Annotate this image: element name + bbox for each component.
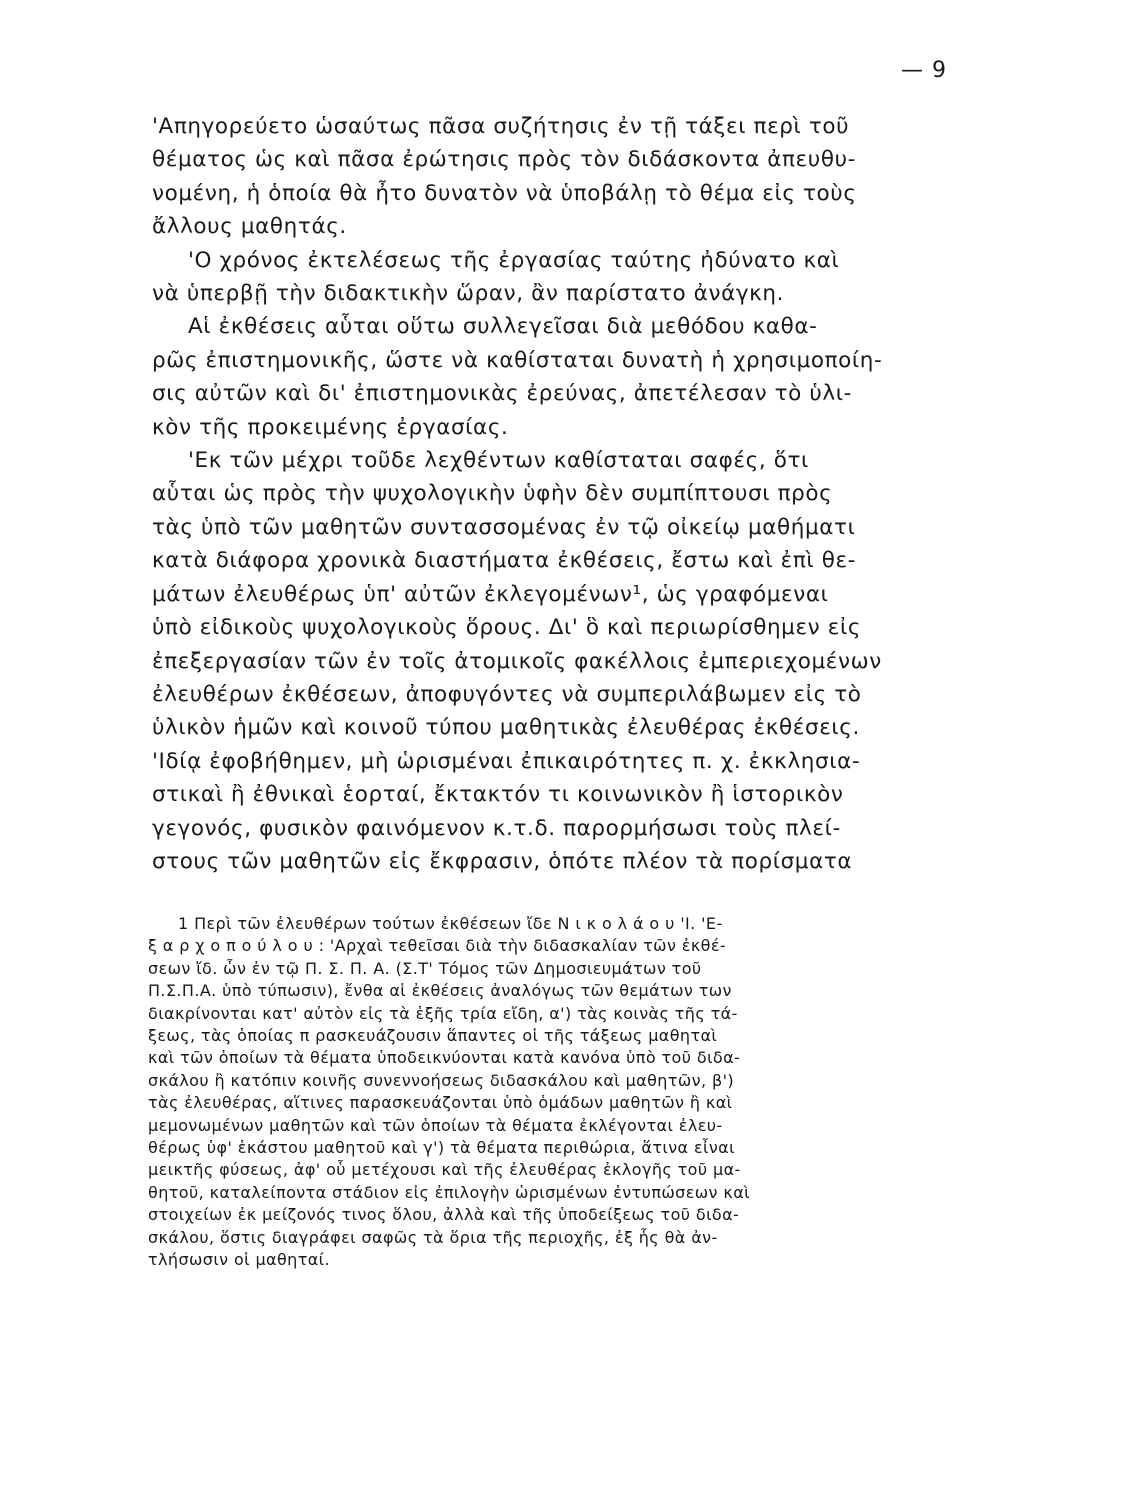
footnote-line: θέρως ὑφ' ἑκάστου μαθητοῦ καὶ γ') τὰ θέματα περιθώρια, ἅτινα εἶναι: [148, 1138, 735, 1158]
footnote-line: 1 Περὶ τῶν ἐλευθέρων τούτων ἐκθέσεων ἴδε Ν ι κ ο λ ά ο υ 'Ι. 'Ε-: [178, 914, 723, 933]
footnote-block: [148, 913, 938, 1272]
footnote-line: Π.Σ.Π.Α. ὑπὸ τύπωσιν), ἔνθα αἱ ἐκθέσεις ἀναλόγως τῶν θεμάτων των: [148, 981, 732, 1001]
footnote-line: καὶ τῶν ὁποίων τὰ θέματα ὑποδεικνύονται κατὰ κανόνα ὑπὸ τοῦ διδα-: [148, 1048, 741, 1068]
footnote-line: ξ α ρ χ ο π ο ύ λ ο υ : 'Αρχαὶ τεθεῖσαι διὰ τὴν διδασκαλίαν τῶν ἐκθέ-: [148, 936, 727, 956]
footnote-line: θητοῦ, καταλείποντα στάδιον εἰς ἐπιλογὴν ὡρισμένων ἐντυπώσεων καὶ: [148, 1182, 750, 1202]
text-line: Αἱ ἐκθέσεις αὗται οὕτω συλλεγεῖσαι διὰ μεθόδου καθα-: [188, 314, 818, 340]
text-line: ἐπεξεργασίαν τῶν ἐν τοῖς ἀτομικοῖς φακέλλοις ἐμπεριεχομένων: [152, 648, 882, 674]
footnote-line: μεικτῆς φύσεως, ἀφ' οὗ μετέχουσι καὶ τῆς ἐλευθέρας ἐκλογῆς τοῦ μα-: [148, 1160, 741, 1180]
footnote-line: ξεως, τὰς ὁποίας π ρασκευάζουσιν ἅπαντες οἱ τῆς τάξεως μαθηταὶ: [148, 1026, 718, 1046]
footnote-line: μεμονωμένων μαθητῶν καὶ τῶν ὁποίων τὰ θέματα ἐκλέγονται ἐλευ-: [148, 1115, 723, 1135]
page-number: — 9: [901, 58, 947, 83]
text-line: θέματος ὡς καὶ πᾶσα ἐρώτησις πρὸς τὸν διδάσκοντα ἀπευθυ-: [152, 147, 856, 173]
footnote-line: σκάλου, ὅστις διαγράφει σαφῶς τὰ ὅρια τῆς περιοχῆς, ἐξ ἧς θὰ ἀν-: [148, 1227, 718, 1247]
text-line: 'Ο χρόνος ἐκτελέσεως τῆς ἐργασίας ταύτης ἠδύνατο καὶ: [188, 247, 840, 273]
text-line: μάτων ἐλευθέρως ὑπ' αὐτῶν ἐκλεγομένων¹, ὡς γραφόμεναι: [152, 581, 829, 607]
text-line: ὑλικὸν ἡμῶν καὶ κοινοῦ τύπου μαθητικὰς ἐλευθέρας ἐκθέσεις.: [152, 715, 860, 741]
text-line: ἐλευθέρων ἐκθέσεων, ἀποφυγόντες νὰ συμπεριλάβωμεν εἰς τὸ: [152, 681, 862, 707]
text-line: νὰ ὑπερβῇ τὴν διδακτικὴν ὥραν, ἂν παρίστατο ἀνάγκη.: [152, 281, 785, 307]
footnote-line: σεων ἴδ. ὧν ἐν τῷ Π. Σ. Π. Α. (Σ.Τ' Τόμος τῶν Δημοσιευμάτων τοῦ: [148, 958, 702, 978]
text-line: ὑπὸ εἰδικοὺς ψυχολογικοὺς ὅρους. Δι' ὃ καὶ περιωρίσθημεν εἰς: [152, 615, 862, 641]
text-line: ρῶς ἐπιστημονικῆς, ὥστε νὰ καθίσταται δυνατὴ ἡ χρησιμοποίη-: [152, 347, 883, 373]
text-line: στικαὶ ἢ ἐθνικαὶ ἑορταί, ἔκτακτόν τι κοινωνικὸν ἢ ἱστορικὸν: [152, 782, 844, 808]
footnote-line: τὰς ἐλευθέρας, αἵτινες παρασκευάζονται ὑπὸ ὁμάδων μαθητῶν ἢ καὶ: [148, 1093, 733, 1113]
text-line: στους τῶν μαθητῶν εἰς ἔκφρασιν, ὁπότε πλέον τὰ πορίσματα: [152, 848, 853, 874]
footnote-line: διακρίνονται κατ' αὐτὸν εἰς τὰ ἑξῆς τρία εἴδη, α') τὰς κοινὰς τῆς τά-: [148, 1003, 738, 1023]
text-line: 'Εκ τῶν μέχρι τοῦδε λεχθέντων καθίσταται σαφές, ὅτι: [188, 448, 809, 474]
text-line: τὰς ὑπὸ τῶν μαθητῶν συντασσομένας ἐν τῷ οἰκείῳ μαθήματι: [152, 514, 856, 540]
text-line: 'Απηγορεύετο ὡσαύτως πᾶσα συζήτησις ἐν τῇ τάξει περὶ τοῦ: [152, 114, 850, 139]
text-line: ἄλλους μαθητάς.: [152, 214, 347, 240]
text-line: αὗται ὡς πρὸς τὴν ψυχολογικὴν ὑφὴν δὲν συμπίπτουσι πρὸς: [152, 481, 833, 507]
text-line: σις αὐτῶν καὶ δι' ἐπιστημονικὰς ἐρεύνας, ἀπετέλεσαν τὸ ὑλι-: [152, 381, 852, 407]
text-line: 'Ιδίᾳ ἐφοβήθημεν, μὴ ὡρισμέναι ἐπικαιρότητες π. χ. ἐκκλησια-: [152, 748, 861, 774]
text-line: γεγονός, φυσικὸν φαινόμενον κ.τ.δ. παρορμήσωσι τοὺς πλεί-: [152, 815, 841, 841]
text-line: κὸν τῆς προκειμένης ἐργασίας.: [152, 414, 509, 440]
footnote-line: τλήσωσιν οἱ μαθηταί.: [148, 1250, 330, 1270]
footnote-line: στοιχείων ἐκ μείζονός τινος ὅλου, ἀλλὰ καὶ τῆς ὑποδείξεως τοῦ διδα-: [148, 1205, 740, 1225]
footnote-line: σκάλου ἢ κατόπιν κοινῆς συνεννοήσεως διδασκάλου καὶ μαθητῶν, β'): [148, 1070, 735, 1090]
main-text: [152, 110, 942, 878]
text-line: κατὰ διάφορα χρονικὰ διαστήματα ἐκθέσεις, ἔστω καὶ ἐπὶ θε-: [152, 548, 857, 574]
text-line: νομένη, ἡ ὁποία θὰ ἦτο δυνατὸν νὰ ὑποβάλῃ τὸ θέμα εἰς τοὺς: [152, 180, 857, 206]
